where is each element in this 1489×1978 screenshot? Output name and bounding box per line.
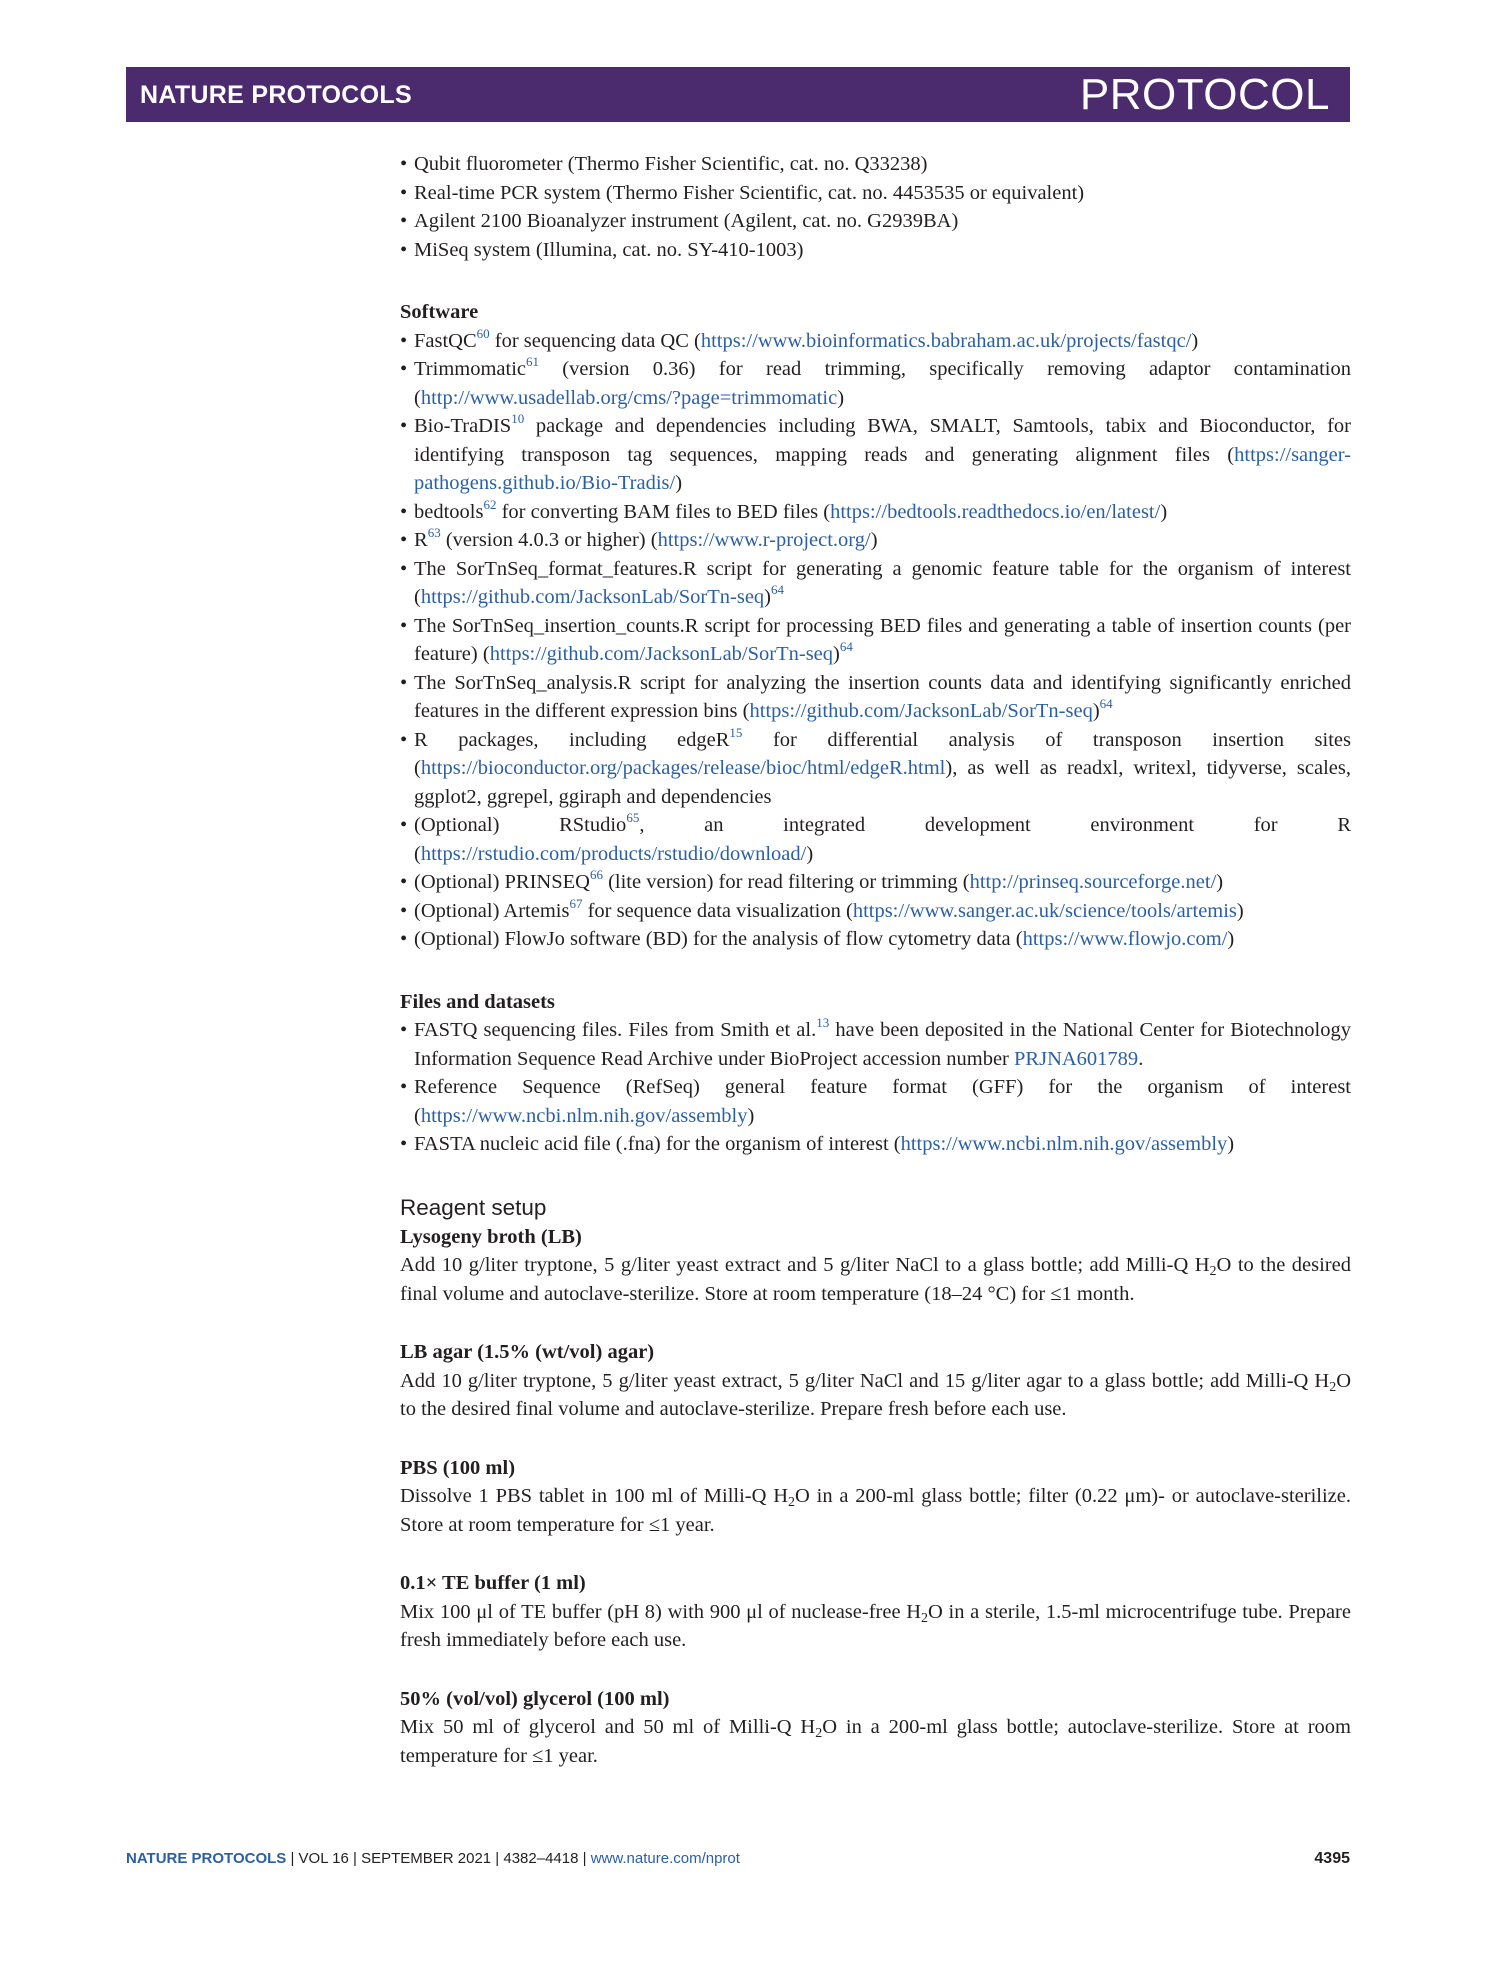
url-link[interactable]: https://www.r-project.org/ bbox=[657, 529, 871, 551]
item-name: FASTA nucleic acid file (.fna) for the organism of interest ( bbox=[414, 1133, 901, 1155]
list-item bbox=[400, 327, 1351, 356]
journal-name: NATURE PROTOCOLS bbox=[140, 81, 412, 109]
item-tail: ) bbox=[1236, 899, 1244, 922]
list-item bbox=[400, 726, 1351, 812]
reagent-instructions bbox=[400, 1251, 1351, 1308]
item-text: have been deposited in the National Center for Biotechnology Information Sequence Read Archive under BioProject accession number bbox=[414, 1019, 1351, 1070]
bullet-icon: • bbox=[400, 358, 408, 380]
url-link[interactable]: https://www.ncbi.nlm.nih.gov/assembly bbox=[420, 1104, 748, 1127]
item-name: R bbox=[414, 529, 428, 551]
url-link[interactable]: https://rstudio.com/products/rstudio/download/ bbox=[420, 842, 807, 865]
list-item bbox=[400, 669, 1351, 726]
item-name: FastQC bbox=[414, 329, 477, 352]
item-text: (version 0.36) for read trimming, specifically removing adaptor contamination ( bbox=[414, 358, 1351, 409]
item-text: (lite version) for read filtering or trimming ( bbox=[602, 871, 970, 893]
footer-journal: NATURE PROTOCOLS bbox=[126, 1850, 287, 1867]
subscript: 2 bbox=[921, 1610, 929, 1626]
list-item: • MiSeq system (Illumina, cat. no. SY-410-1003) bbox=[400, 236, 1351, 265]
list-item bbox=[400, 1073, 1351, 1130]
bullet-icon: • bbox=[400, 415, 408, 437]
bullet-icon: • bbox=[400, 238, 408, 261]
url-link[interactable]: http://prinseq.sourceforge.net/ bbox=[969, 871, 1217, 893]
item-text: (version 4.0.3 or higher) ( bbox=[440, 529, 658, 551]
bullet-icon: • bbox=[400, 557, 408, 580]
list-item bbox=[400, 1130, 1351, 1159]
url-link[interactable]: https://github.com/JacksonLab/SorTn-seq bbox=[489, 643, 834, 665]
files-list bbox=[400, 1016, 1351, 1159]
subscript: 2 bbox=[788, 1495, 796, 1510]
item-tail: ) bbox=[837, 386, 845, 409]
bullet-icon: • bbox=[400, 614, 408, 637]
reagent-heading: Lysogeny broth (LB) bbox=[400, 1225, 582, 1248]
item-name: (Optional) FlowJo software (BD) for the analysis of flow cytometry data ( bbox=[414, 928, 1023, 950]
reagent-heading: 0.1× TE buffer (1 ml) bbox=[400, 1572, 586, 1594]
url-link[interactable]: https://www.ncbi.nlm.nih.gov/assembly bbox=[900, 1133, 1228, 1155]
list-item: • Real-time PCR system (Thermo Fisher Scientific, cat. no. 4453535 or equivalent) bbox=[400, 179, 1351, 208]
item-tail: ) bbox=[1227, 1133, 1235, 1155]
item-text: for sequencing data QC ( bbox=[489, 329, 701, 352]
item-name: (Optional) PRINSEQ bbox=[414, 871, 590, 893]
bullet-icon: • bbox=[400, 928, 408, 950]
reference-number: 67 bbox=[569, 895, 583, 911]
bullet-icon: • bbox=[400, 899, 408, 922]
instruction-text: Add 10 g/liter tryptone, 5 g/liter yeast extract, 5 g/liter NaCl and 15 g/liter agar to a glass bottle; add Milli-Q H bbox=[400, 1369, 1330, 1392]
reagent-heading: 50% (vol/vol) glycerol (100 ml) bbox=[400, 1687, 670, 1710]
url-link[interactable]: https://bioconductor.org/packages/release/bioc/html/edgeR.html bbox=[420, 757, 946, 779]
bullet-icon: • bbox=[400, 671, 408, 694]
list-item bbox=[400, 612, 1351, 669]
list-item bbox=[400, 355, 1351, 412]
reagent-heading: LB agar (1.5% (wt/vol) agar) bbox=[400, 1341, 655, 1363]
url-link[interactable]: https://bedtools.readthedocs.io/en/latest/ bbox=[830, 500, 1161, 523]
instruction-text: O in a 200-ml glass bottle; autoclave-sterilize. Store at room temperature for ≤1 year. bbox=[400, 1716, 1351, 1767]
reagent-instructions bbox=[400, 1713, 1351, 1770]
item-text: package and dependencies including BWA, SMALT, Samtools, tabix and Bioconductor, for identifying transposon tag sequences, mapping reads and generating alignment files ( bbox=[414, 415, 1351, 466]
reagent-instructions bbox=[400, 1598, 1351, 1655]
item-text: for sequence data visualization ( bbox=[582, 899, 853, 922]
equipment-list bbox=[400, 150, 1351, 264]
list-item bbox=[400, 498, 1351, 527]
reagent-instructions bbox=[400, 1367, 1351, 1424]
reference-number: 65 bbox=[626, 810, 640, 825]
list-item bbox=[400, 1016, 1351, 1073]
list-item bbox=[400, 412, 1351, 498]
item-name: FASTQ sequencing files. Files from Smith et al. bbox=[414, 1019, 817, 1041]
footer-volume: VOL 16 bbox=[298, 1850, 349, 1867]
list-item bbox=[400, 555, 1351, 612]
list-item: • Agilent 2100 Bioanalyzer instrument (Agilent, cat. no. G2939BA) bbox=[400, 207, 1351, 236]
journal-header-bar bbox=[126, 67, 1350, 122]
bullet-icon: • bbox=[400, 529, 408, 551]
footer-url-link[interactable]: www.nature.com/nprot bbox=[590, 1850, 740, 1867]
url-link[interactable]: https://www.sanger.ac.uk/science/tools/artemis bbox=[852, 899, 1237, 922]
reference-number: 64 bbox=[771, 582, 784, 597]
item-name: The SorTnSeq_insertion_counts.R script for processing BED files and generating a table of insertion counts (per feature) ( bbox=[414, 614, 1351, 665]
reference-number: 13 bbox=[816, 1015, 830, 1030]
instruction-text: O to the desired final volume and autoclave-sterilize. Store at room temperature (18–24 °C) for ≤1 month. bbox=[400, 1254, 1351, 1305]
reference-number: 62 bbox=[483, 496, 497, 512]
item-name: (Optional) RStudio bbox=[414, 814, 627, 836]
item-name: (Optional) Artemis bbox=[414, 899, 570, 922]
software-heading: Software bbox=[400, 301, 479, 323]
bullet-icon: • bbox=[400, 329, 408, 352]
item-name: R packages, including edgeR bbox=[414, 728, 730, 751]
instruction-text: O in a sterile, 1.5-ml microcentrifuge tube. Prepare fresh immediately before each use. bbox=[400, 1600, 1351, 1651]
item-tail: ) bbox=[1216, 871, 1224, 893]
reference-number: 63 bbox=[427, 525, 441, 540]
item-tail: . bbox=[1138, 1047, 1144, 1070]
bullet-icon: • bbox=[400, 1076, 408, 1098]
files-heading: Files and datasets bbox=[400, 990, 555, 1013]
url-link[interactable]: http://www.usadellab.org/cms/?page=trimmomatic bbox=[420, 386, 838, 409]
reference-number: 15 bbox=[729, 724, 743, 740]
instruction-text: O to the desired final volume and autoclave-sterilize. Prepare fresh before each use. bbox=[400, 1369, 1351, 1420]
reagent-setup-title: Reagent setup bbox=[400, 1194, 547, 1220]
bullet-icon: • bbox=[400, 1133, 408, 1155]
reference-number: 64 bbox=[839, 639, 853, 654]
list-item bbox=[400, 811, 1351, 868]
page-footer: NATURE PROTOCOLS | VOL 16 | SEPTEMBER 2021 | 4382–4418 | www.nature.com/nprot 4395 bbox=[126, 1850, 1350, 1867]
item-name: Trimmomatic bbox=[414, 358, 526, 380]
item-text: for differential analysis of transposon insertion sites ( bbox=[414, 728, 1351, 779]
reagent-heading: PBS (100 ml) bbox=[400, 1456, 516, 1479]
item-tail: ) bbox=[870, 529, 878, 551]
instruction-text: O in a 200-ml glass bottle; filter (0.22 μm)- or autoclave-sterilize. Store at room temperature for ≤1 year. bbox=[400, 1485, 1352, 1536]
bullet-icon: • bbox=[400, 153, 408, 175]
list-item bbox=[400, 897, 1351, 926]
instruction-text: Mix 50 ml of glycerol and 50 ml of Milli-Q H bbox=[400, 1716, 816, 1738]
subscript: 2 bbox=[1329, 1379, 1337, 1395]
bullet-icon: • bbox=[400, 1019, 408, 1041]
footer-pages: 4382–4418 bbox=[503, 1850, 579, 1867]
instruction-text: Mix 100 μl of TE buffer (pH 8) with 900 μl of nuclease-free H bbox=[400, 1600, 922, 1623]
list-item: • Qubit fluorometer (Thermo Fisher Scientific, cat. no. Q33238) bbox=[400, 150, 1351, 179]
item-tail: ) bbox=[833, 643, 840, 665]
item-name: The SorTnSeq_format_features.R script for generating a genomic feature table for the organism of interest ( bbox=[414, 557, 1351, 608]
item-name: Bio-TraDIS bbox=[414, 415, 512, 437]
item-tail: ) bbox=[747, 1104, 755, 1127]
list-item bbox=[400, 526, 1351, 555]
item-name: bedtools bbox=[414, 500, 484, 523]
url-link[interactable]: https://sanger-pathogens.github.io/Bio-Tradis/ bbox=[414, 443, 1351, 494]
page-number: 4395 bbox=[1314, 1850, 1350, 1867]
main-content bbox=[400, 150, 1351, 1770]
list-item bbox=[400, 925, 1351, 954]
item-tail: ), as well as readxl, writexl, tidyverse, scales, ggplot2, ggrepel, ggiraph and dependencies bbox=[414, 757, 1351, 808]
reference-number: 66 bbox=[589, 867, 603, 882]
item-tail: ) bbox=[1092, 700, 1100, 722]
instruction-text: Dissolve 1 PBS tablet in 100 ml of Milli-Q H bbox=[400, 1485, 789, 1507]
reagent-instructions bbox=[400, 1482, 1351, 1539]
item-name: The SorTnSeq_analysis.R script for analyzing the insertion counts data and identifying significantly enriched features in the different expression bins ( bbox=[414, 671, 1351, 722]
item-tail: ) bbox=[1160, 500, 1168, 523]
list-item bbox=[400, 868, 1351, 897]
item-tail: ) bbox=[675, 472, 683, 494]
instruction-text: Add 10 g/liter tryptone, 5 g/liter yeast extract and 5 g/liter NaCl to a glass bottle; add Milli-Q H bbox=[400, 1254, 1210, 1276]
subscript: 2 bbox=[1209, 1264, 1217, 1279]
reference-number: 61 bbox=[526, 354, 539, 369]
url-link[interactable]: https://github.com/JacksonLab/SorTn-seq bbox=[749, 700, 1093, 722]
url-link[interactable]: PRJNA601789 bbox=[1014, 1047, 1139, 1070]
url-link[interactable]: https://github.com/JacksonLab/SorTn-seq bbox=[420, 586, 765, 608]
item-text: for converting BAM files to BED files ( bbox=[496, 500, 831, 523]
item-tail: ) bbox=[1227, 928, 1235, 950]
software-list bbox=[400, 327, 1351, 954]
bullet-icon: • bbox=[400, 181, 408, 204]
reference-number: 64 bbox=[1099, 696, 1113, 711]
subscript: 2 bbox=[815, 1726, 823, 1741]
bullet-icon: • bbox=[400, 728, 408, 751]
article-type: PROTOCOL bbox=[1079, 70, 1330, 119]
item-tail: ) bbox=[764, 586, 771, 608]
bullet-icon: • bbox=[400, 210, 408, 232]
item-tail: ) bbox=[1191, 329, 1199, 352]
reference-number: 10 bbox=[511, 411, 525, 426]
footer-date: SEPTEMBER 2021 bbox=[361, 1850, 492, 1867]
bullet-icon: • bbox=[400, 500, 408, 523]
reference-number: 60 bbox=[476, 325, 490, 341]
url-link[interactable]: https://www.bioinformatics.babraham.ac.uk/projects/fastqc/ bbox=[700, 329, 1192, 352]
item-tail: ) bbox=[806, 842, 814, 865]
item-text: , an integrated development environment for R ( bbox=[414, 814, 1351, 865]
item-name: Reference Sequence (RefSeq) general feature format (GFF) for the organism of interest ( bbox=[414, 1076, 1351, 1127]
url-link[interactable]: https://www.flowjo.com/ bbox=[1022, 928, 1228, 950]
bullet-icon: • bbox=[400, 871, 408, 893]
bullet-icon: • bbox=[400, 814, 408, 836]
reagent-sections bbox=[400, 1223, 1351, 1771]
